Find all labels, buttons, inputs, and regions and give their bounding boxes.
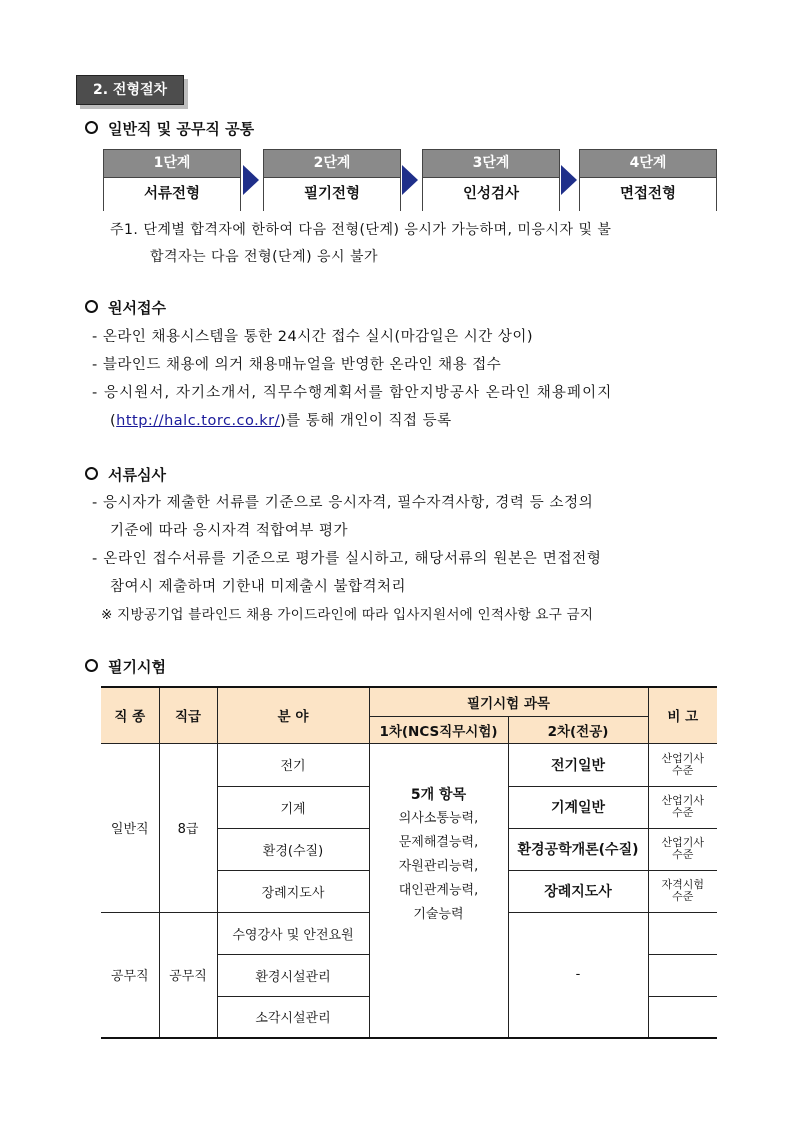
ncs-item: 대인관계능력, [398,883,479,899]
doc-line-5: ※ 지방공기업 블라인드 채용 가이드라인에 따라 입사지원서에 인적사항 요구 금지 [101,607,594,623]
arrow-right-icon [243,165,259,195]
recruit-page-link[interactable]: http://halc.torc.co.kr/ [116,413,280,429]
step-2 [263,149,401,211]
doc-line-2: 기준에 따라 응시자격 적합여부 평가 [110,523,349,539]
heading-apply: 원서접수 [85,297,166,318]
major-cell: 기계일반 [508,786,648,828]
field-cell: 환경시설관리 [217,954,369,996]
apply-line-1: - 온라인 채용시스템을 통한 24시간 접수 실시(마감일은 시간 상이) [92,329,534,345]
step-1-name: 서류전형 [104,178,240,211]
table-row [101,743,717,786]
step-3 [422,149,560,211]
field-cell: 환경(수질) [217,828,369,870]
note-cell-empty [648,912,717,954]
step-4 [579,149,717,211]
major-cell: 장례지도사 [508,870,648,912]
header-subjects: 필기시험 과목 [369,687,648,716]
apply-line-3: - 응시원서, 자기소개서, 직무수행계획서를 함안지방공사 온라인 채용페이지 [92,385,613,401]
field-cell: 장례지도사 [217,870,369,912]
job-public: 공무직 [101,912,159,1038]
header-first: 1차(NCS직무시험) [369,716,508,743]
field-cell: 기계 [217,786,369,828]
ncs-item: 자원관리능력, [398,859,479,875]
step-1-stage: 1단계 [104,150,240,178]
ncs-subjects [369,743,508,1038]
arrow-right-icon [561,165,577,195]
heading-common: 일반직 및 공무직 공통 [85,118,254,139]
section-title-tab [76,75,188,109]
circle-bullet-icon [85,121,98,134]
note-cell-empty [648,954,717,996]
table-header-row [101,687,717,716]
doc-line-4: 참여시 제출하며 기한내 미제출시 불합격처리 [110,579,407,595]
note-line-1: 주1. 단계별 합격자에 한하여 다음 전형(단계) 응시가 가능하며, 미응시자 및 불 [110,222,612,238]
written-exam-table [101,686,717,1039]
grade-general: 8급 [159,743,217,912]
header-grade: 직급 [159,687,217,743]
major-cell: 전기일반 [508,743,648,786]
header-job: 직 종 [101,687,159,743]
job-general: 일반직 [101,743,159,912]
arrow-right-icon [402,165,418,195]
ncs-item: 기술능력 [413,907,464,923]
step-2-name: 필기전형 [264,178,400,211]
step-1 [103,149,241,211]
step-4-stage: 4단계 [580,150,716,178]
circle-bullet-icon [85,659,98,672]
doc-line-3: - 온라인 접수서류를 기준으로 평가를 실시하고, 해당서류의 원본은 면접전형 [92,551,602,567]
apply-line-2: - 블라인드 채용에 의거 채용매뉴얼을 반영한 온라인 채용 접수 [92,357,502,373]
circle-bullet-icon [85,300,98,313]
apply-line-4: (http://halc.torc.co.kr/)를 통해 개인이 직접 등록 [110,413,452,429]
ncs-title: 5개 항목 [410,787,467,804]
step-3-stage: 3단계 [423,150,559,178]
header-field: 분 야 [217,687,369,743]
doc-line-1: - 응시자가 제출한 서류를 기준으로 응시자격, 필수자격사항, 경력 등 소정의 [92,495,594,511]
note-cell: 산업기사 수준 [648,828,717,870]
step-2-stage: 2단계 [264,150,400,178]
section-title: 2. 전형절차 [92,82,168,98]
ncs-item: 의사소통능력, [398,811,479,827]
major-cell: 환경공학개론(수질) [508,828,648,870]
header-note: 비 고 [648,687,717,743]
major-public: - [508,912,648,1038]
ncs-item: 문제해결능력, [398,835,479,851]
header-second: 2차(전공) [508,716,648,743]
circle-bullet-icon [85,467,98,480]
note-cell: 산업기사 수준 [648,786,717,828]
heading-doc: 서류심사 [85,464,166,485]
note-line-2: 합격자는 다음 전형(단계) 응시 불가 [150,249,379,265]
field-cell: 수영강사 및 안전요원 [217,912,369,954]
grade-public: 공무직 [159,912,217,1038]
field-cell: 전기 [217,743,369,786]
step-4-name: 면접전형 [580,178,716,211]
note-cell: 산업기사 수준 [648,743,717,786]
step-3-name: 인성검사 [423,178,559,211]
field-cell: 소각시설관리 [217,996,369,1038]
note-cell: 자격시험 수준 [648,870,717,912]
note-cell-empty [648,996,717,1038]
heading-written: 필기시험 [85,656,166,677]
